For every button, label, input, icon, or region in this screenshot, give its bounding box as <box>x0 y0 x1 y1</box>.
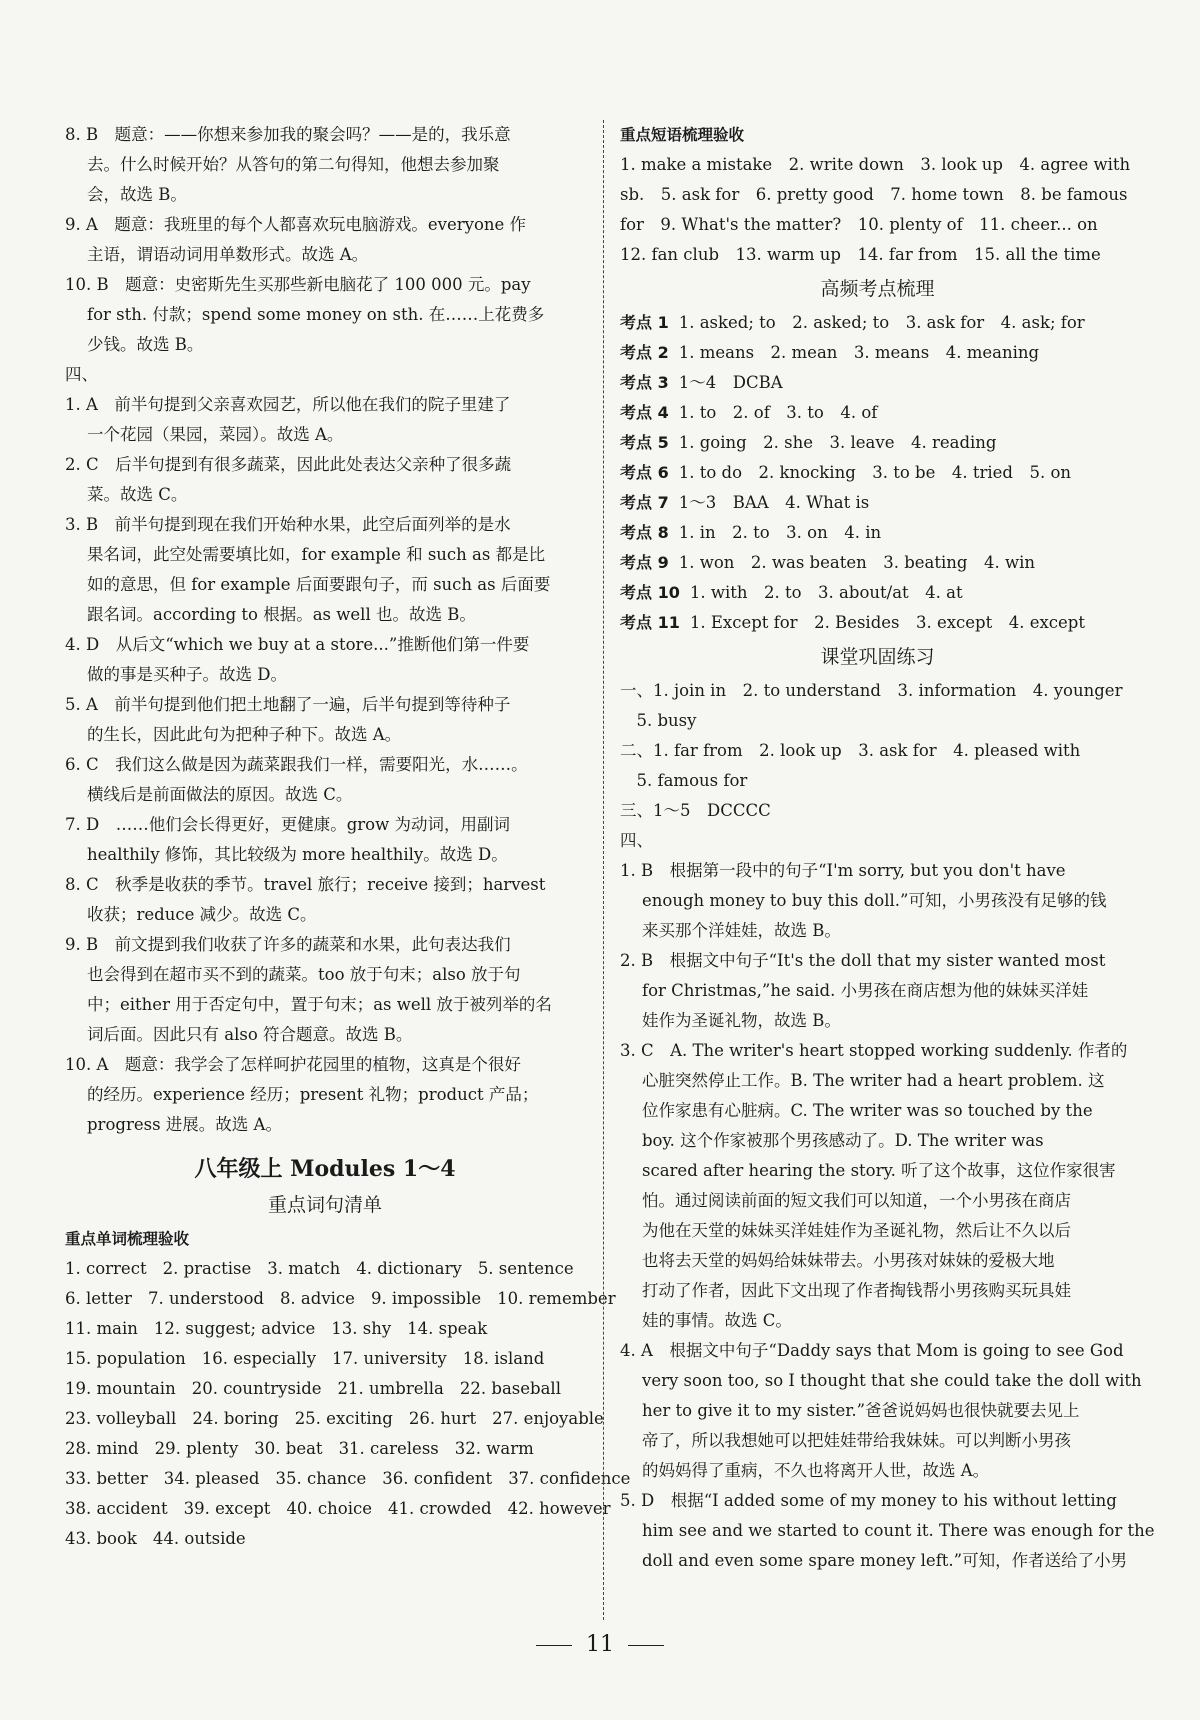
word-item: 35. chance <box>275 1469 367 1488</box>
key-point-word: 考点 <box>620 553 653 572</box>
word-item: 37. confidence <box>508 1469 631 1488</box>
module-title: 八年级上 Modules 1～4 <box>194 1156 456 1182</box>
key-point-label <box>620 583 680 602</box>
key-point-answers: 1～4 DCBA <box>678 373 783 392</box>
text-line: 如的意思，但 for example 后面要跟句子，而 such as 后面要 <box>87 575 551 594</box>
key-point-row <box>620 368 1135 398</box>
key-point-word: 考点 <box>620 463 653 482</box>
text-line: boy. 这个作家被那个男孩感动了。D. The writer was <box>642 1131 1044 1150</box>
text-line: 的生长，因此此句为把种子种下。故选 A。 <box>87 725 402 744</box>
key-point-number: 8 <box>652 523 669 542</box>
word-item: 21. umbrella <box>337 1379 444 1398</box>
text-line: 8. B 题意：——你想来参加我的聚会吗？——是的，我乐意 <box>65 125 511 144</box>
text-line: him see and we started to count it. There was enough for the <box>642 1521 1155 1540</box>
word-item: 14. speak <box>407 1319 488 1338</box>
word-item: 19. mountain <box>65 1379 176 1398</box>
text-line: 收获；reduce 减少。故选 C。 <box>87 905 317 924</box>
key-point-row <box>620 488 1135 518</box>
word-item: 23. volleyball <box>65 1409 177 1428</box>
word-item: 26. hurt <box>408 1409 477 1428</box>
text-line: doll and even some spare money left.”可知，作者送给了小男 <box>642 1551 1128 1570</box>
key-point-row <box>620 398 1135 428</box>
text-line: 12. fan club 13. warm up 14. far from 15. all the time <box>620 245 1101 264</box>
text-line: progress 进展。故选 A。 <box>87 1115 282 1134</box>
key-point-label <box>620 613 680 632</box>
text-line: 做的事是买种子。故选 D。 <box>87 665 287 684</box>
text-line: 心脏突然停止工作。B. The writer had a heart problem. 这 <box>642 1071 1105 1090</box>
key-point-word: 考点 <box>620 313 653 332</box>
key-point-label <box>620 463 669 482</box>
text-line: 去。什么时候开始？从答句的第二句得知，他想去参加聚 <box>87 155 500 174</box>
key-points-title: 高频考点梳理 <box>820 278 935 300</box>
word-item: 24. boring <box>192 1409 279 1428</box>
word-item: 13. shy <box>331 1319 392 1338</box>
key-point-number: 7 <box>652 493 669 512</box>
page-number-dash <box>628 1645 664 1646</box>
key-point-row <box>620 458 1135 488</box>
key-point-number: 5 <box>652 433 669 452</box>
key-point-row <box>620 428 1135 458</box>
key-point-row <box>620 578 1135 608</box>
text-line: 来买那个洋娃娃，故选 B。 <box>642 921 841 940</box>
key-point-answers: 1. with 2. to 3. about/at 4. at <box>689 583 963 602</box>
text-line: 帝了，所以我想她可以把娃娃带给我妹妹。可以判断小男孩 <box>642 1431 1071 1450</box>
text-line: very soon too, so I thought that she could take the doll with <box>642 1371 1142 1390</box>
word-item: 34. pleased <box>163 1469 260 1488</box>
text-line: 6. C 我们这么做是因为蔬菜跟我们一样，需要阳光，水……。 <box>65 755 528 774</box>
key-point-answers: 1. to do 2. knocking 3. to be 4. tried 5. on <box>678 463 1072 482</box>
phrase-list <box>620 150 1135 270</box>
key-point-row <box>620 308 1135 338</box>
key-point-number: 9 <box>652 553 669 572</box>
key-point-label <box>620 523 669 542</box>
word-item: 32. warm <box>454 1439 534 1458</box>
key-point-number: 6 <box>652 463 669 482</box>
text-line: 5. A 前半句提到他们把土地翻了一遍，后半句提到等待种子 <box>65 695 511 714</box>
page-number-text: 11 <box>586 1632 614 1657</box>
text-line: 3. C A. The writer's heart stopped working suddenly. 作者的 <box>620 1041 1128 1060</box>
answer-lines <box>65 120 585 1140</box>
text-line: 的妈妈得了重病，不久也将离开人世，故选 A。 <box>642 1461 990 1480</box>
text-line: 少钱。故选 B。 <box>87 335 204 354</box>
key-point-word: 考点 <box>620 613 653 632</box>
word-item: 30. beat <box>254 1439 323 1458</box>
practice-answers <box>620 676 1155 1576</box>
text-line: 5. D 根据“I added some of my money to his without letting <box>620 1491 1117 1510</box>
text-line: 9. B 前文提到我们收获了许多的蔬菜和水果，此句表达我们 <box>65 935 511 954</box>
word-row <box>65 1344 585 1374</box>
word-row <box>65 1524 585 1554</box>
text-line: 果名词，此空处需要填比如，for example 和 such as 都是比 <box>87 545 546 564</box>
text-line: 娃的事情。故选 C。 <box>642 1311 792 1330</box>
text-line: for Christmas,”he said. 小男孩在商店想为他的妹妹买洋娃 <box>642 981 1089 1000</box>
text-line: 5. famous for <box>620 771 748 790</box>
left-column <box>65 120 631 1554</box>
page-number-dash <box>536 1645 572 1646</box>
key-point-answers: 1. won 2. was beaten 3. beating 4. win <box>678 553 1035 572</box>
word-item: 42. however <box>507 1499 611 1518</box>
text-line: 跟名词。according to 根据。as well 也。故选 B。 <box>87 605 476 624</box>
text-line: 也将去天堂的妈妈给妹妹带去。小男孩对妹妹的爱极大地 <box>642 1251 1055 1270</box>
word-row <box>65 1494 611 1524</box>
text-line: 10. A 题意：我学会了怎样呵护花园里的植物，这真是个很好 <box>65 1055 521 1074</box>
text-line: 打动了作者，因此下文出现了作者掏钱帮小男孩购买玩具娃 <box>642 1281 1071 1300</box>
text-line: enough money to buy this doll.”可知，小男孩没有足够的钱 <box>642 891 1107 910</box>
practice-title: 课堂巩固练习 <box>820 646 935 668</box>
word-list-title: 重点单词梳理验收 <box>65 1230 190 1248</box>
key-point-number: 4 <box>652 403 669 422</box>
key-point-answers: 1～3 BAA 4. What is <box>678 493 870 512</box>
text-line: 位作家患有心脏病。C. The writer was so touched by the <box>642 1101 1093 1120</box>
word-item: 12. suggest; advice <box>153 1319 316 1338</box>
text-line: 7. D ……他们会长得更好，更健康。grow 为动词，用副词 <box>65 815 510 834</box>
text-line: for sth. 付款；spend some money on sth. 在……上花费多 <box>87 305 545 324</box>
word-item: 33. better <box>65 1469 148 1488</box>
word-item: 2. practise <box>162 1259 252 1278</box>
key-point-answers: 1. to 2. of 3. to 4. of <box>678 403 878 422</box>
key-point-word: 考点 <box>620 403 653 422</box>
key-point-word: 考点 <box>620 583 653 602</box>
word-item: 8. advice <box>279 1289 355 1308</box>
text-line: 5. busy <box>620 711 697 730</box>
word-row <box>65 1254 585 1284</box>
key-point-label <box>620 313 669 332</box>
text-line: 横线后是前面做法的原因。故选 C。 <box>87 785 353 804</box>
key-point-row <box>620 338 1135 368</box>
text-line: her to give it to my sister.”爸爸说妈妈也很快就要去见上 <box>642 1401 1080 1420</box>
word-item: 44. outside <box>152 1529 246 1548</box>
text-line: sb. 5. ask for 6. pretty good 7. home town 8. be famous <box>620 185 1128 204</box>
key-point-answers: 1. in 2. to 3. on 4. in <box>678 523 882 542</box>
text-line: 1. make a mistake 2. write down 3. look up 4. agree with <box>620 155 1131 174</box>
key-point-word: 考点 <box>620 373 653 392</box>
word-item: 16. especially <box>201 1349 317 1368</box>
text-line: 也会得到在超市买不到的蔬菜。too 放于句末；also 放于句 <box>87 965 521 984</box>
key-point-word: 考点 <box>620 523 653 542</box>
word-list <box>65 1254 631 1554</box>
key-point-label <box>620 403 669 422</box>
text-line: 8. C 秋季是收获的季节。travel 旅行；receive 接到；harvest <box>65 875 546 894</box>
word-item: 1. correct <box>65 1259 147 1278</box>
word-row <box>65 1374 585 1404</box>
word-item: 7. understood <box>147 1289 264 1308</box>
word-row <box>65 1314 585 1344</box>
text-line: 词后面。因此只有 also 符合题意。故选 B。 <box>87 1025 413 1044</box>
text-line: 三、1～5 DCCCC <box>620 801 771 820</box>
text-line: scared after hearing the story. 听了这个故事，这位作家很害 <box>642 1161 1116 1180</box>
text-line: 1. B 根据第一段中的句子“I'm sorry, but you don't have <box>620 861 1066 880</box>
key-point-label <box>620 343 669 362</box>
key-points-list <box>620 308 1135 638</box>
text-line: healthily 修饰，其比较级为 more healthily。故选 D。 <box>87 845 508 864</box>
text-line: 4. A 根据文中句子“Daddy says that Mom is going to see God <box>620 1341 1124 1360</box>
word-row <box>65 1404 604 1434</box>
page-number <box>0 1632 1200 1657</box>
word-item: 4. dictionary <box>356 1259 462 1278</box>
word-item: 29. plenty <box>154 1439 239 1458</box>
key-point-answers: 1. means 2. mean 3. means 4. meaning <box>678 343 1040 362</box>
key-point-row <box>620 518 1135 548</box>
text-line: 主语，谓语动词用单数形式。故选 A。 <box>87 245 369 264</box>
key-point-number: 11 <box>652 613 680 632</box>
text-line: 四、 <box>620 831 653 850</box>
key-point-number: 10 <box>652 583 680 602</box>
word-row <box>65 1434 585 1464</box>
text-line: 菜。故选 C。 <box>87 485 188 504</box>
key-point-number: 2 <box>652 343 669 362</box>
text-line: 2. C 后半句提到有很多蔬菜，因此此处表达父亲种了很多蔬 <box>65 455 512 474</box>
key-point-word: 考点 <box>620 433 653 452</box>
word-item: 27. enjoyable <box>492 1409 604 1428</box>
key-point-answers: 1. Except for 2. Besides 3. except 4. except <box>689 613 1085 632</box>
phrase-list-title: 重点短语梳理验收 <box>620 126 745 144</box>
text-line: 的经历。experience 经历；present 礼物；product 产品； <box>87 1085 539 1104</box>
text-line: 怕。通过阅读前面的短文我们可以知道，一个小男孩在商店 <box>642 1191 1071 1210</box>
text-line: 为他在天堂的妹妹买洋娃娃作为圣诞礼物，然后让不久以后 <box>642 1221 1071 1240</box>
key-point-number: 3 <box>652 373 669 392</box>
column-divider <box>603 120 604 1620</box>
word-item: 5. sentence <box>477 1259 574 1278</box>
word-item: 20. countryside <box>191 1379 322 1398</box>
text-line: 四、 <box>65 365 98 384</box>
word-item: 25. exciting <box>294 1409 393 1428</box>
text-line: 二、1. far from 2. look up 3. ask for 4. pleased with <box>620 741 1081 760</box>
word-item: 41. crowded <box>388 1499 492 1518</box>
word-item: 6. letter <box>65 1289 132 1308</box>
key-point-label <box>620 553 669 572</box>
word-row <box>65 1464 631 1494</box>
word-row <box>65 1284 616 1314</box>
word-item: 11. main <box>65 1319 138 1338</box>
right-column <box>620 120 1155 1576</box>
word-item: 10. remember <box>497 1289 616 1308</box>
text-line: 10. B 题意：史密斯先生买那些新电脑花了 100 000 元。pay <box>65 275 531 294</box>
word-item: 40. choice <box>286 1499 373 1518</box>
text-line: 中；either 用于否定句中，置于句末；as well 放于被列举的名 <box>87 995 552 1014</box>
text-line: 1. A 前半句提到父亲喜欢园艺，所以他在我们的院子里建了 <box>65 395 511 414</box>
word-item: 18. island <box>462 1349 545 1368</box>
key-point-label <box>620 373 669 392</box>
text-line: 3. B 前半句提到现在我们开始种水果，此空后面列举的是水 <box>65 515 511 534</box>
word-item: 9. impossible <box>370 1289 482 1308</box>
text-line: 娃作为圣诞礼物，故选 B。 <box>642 1011 841 1030</box>
word-item: 39. except <box>183 1499 271 1518</box>
word-item: 15. population <box>65 1349 186 1368</box>
key-point-label <box>620 493 669 512</box>
word-item: 43. book <box>65 1529 137 1548</box>
key-point-word: 考点 <box>620 493 653 512</box>
text-line: 4. D 从后文“which we buy at a store...”推断他们第一件要 <box>65 635 530 654</box>
text-line: 一、1. join in 2. to understand 3. information 4. younger <box>620 681 1123 700</box>
key-point-label <box>620 433 669 452</box>
text-line: 2. B 根据文中句子“It's the doll that my sister wanted most <box>620 951 1106 970</box>
section-title: 重点词句清单 <box>267 1194 382 1216</box>
word-item: 31. careless <box>338 1439 439 1458</box>
text-line: 会，故选 B。 <box>87 185 187 204</box>
key-point-number: 1 <box>652 313 669 332</box>
word-item: 38. accident <box>65 1499 168 1518</box>
key-point-row <box>620 548 1135 578</box>
key-point-answers: 1. going 2. she 3. leave 4. reading <box>678 433 997 452</box>
word-item: 3. match <box>267 1259 341 1278</box>
word-item: 22. baseball <box>459 1379 561 1398</box>
key-point-word: 考点 <box>620 343 653 362</box>
word-item: 17. university <box>332 1349 447 1368</box>
word-item: 28. mind <box>65 1439 139 1458</box>
text-line: for 9. What's the matter? 10. plenty of 11. cheer... on <box>620 215 1098 234</box>
word-item: 36. confident <box>382 1469 493 1488</box>
key-point-answers: 1. asked; to 2. asked; to 3. ask for 4. ask; for <box>678 313 1085 332</box>
text-line: 一个花园（果园，菜园）。故选 A。 <box>87 425 344 444</box>
key-point-row <box>620 608 1135 638</box>
text-line: 9. A 题意：我班里的每个人都喜欢玩电脑游戏。everyone 作 <box>65 215 527 234</box>
